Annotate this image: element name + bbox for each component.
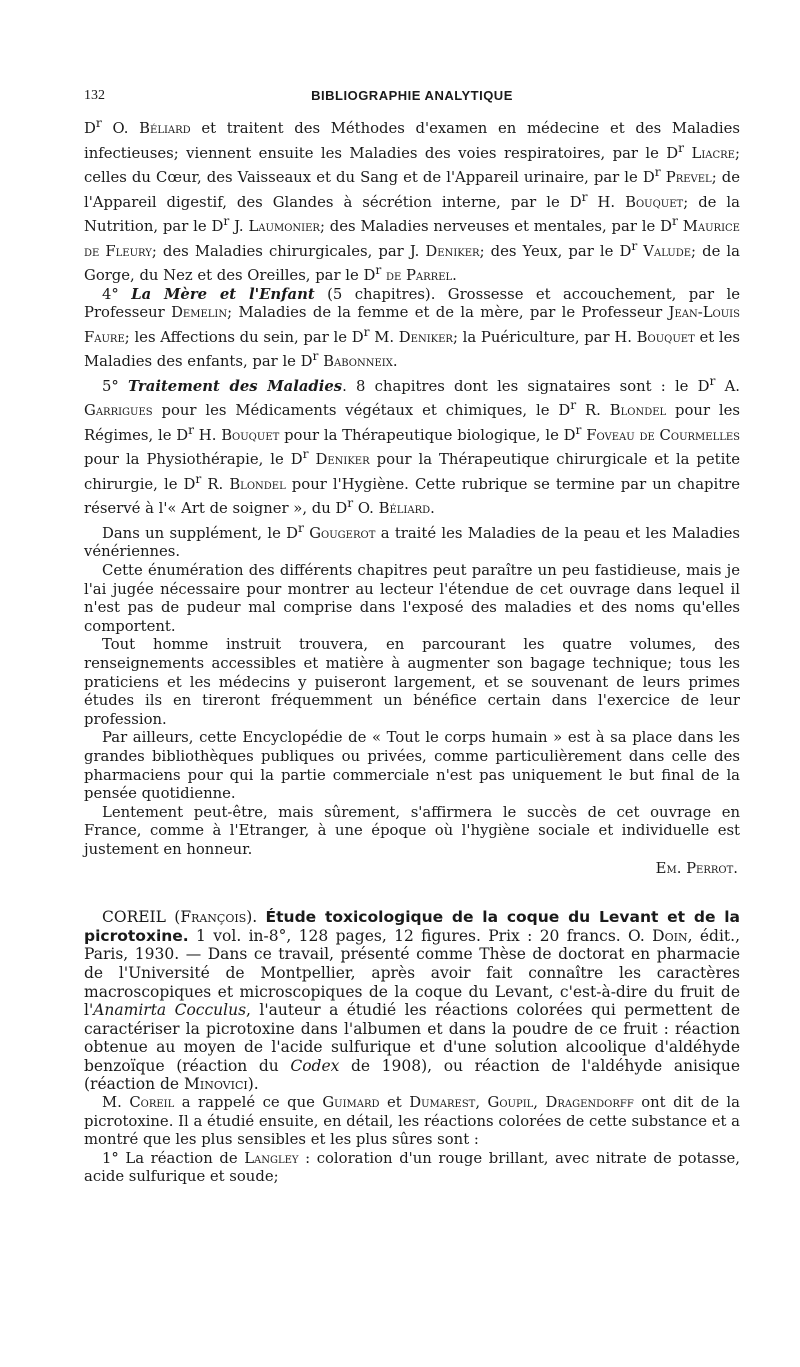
paragraph: Dans un supplément, le $D^r$ Gougerot a traité les Maladies de la peau et les Maladies vénériennes.: [84, 520, 740, 561]
review-continuation: [84, 114, 740, 878]
running-header: [84, 88, 740, 114]
paragraph: $D^r$ O. Béliard et traitent des Méthodes d'examen en médecine et des Maladies infectieuses; viennent ensuite les Maladies des voies respiratoires, par le $D^r$ Liacre; celles du Cœur, des Vaisseaux et du Sang et de l'Appareil urinaire, par le $D^r$ Prevel; de l'Appareil digestif, des Glandes à sécrétion interne, par le $D^r$ H. Bouquet; de la Nutrition, par le $D^r$ J. Laumonier; des Maladies nerveuses et mentales, par le $D^r$ Maurice de Fleury; des Maladies chirurgicales, par J. Deniker; des Yeux, par le $D^r$ Valude; de la Gorge, du Nez et des Oreilles, par le $D^r$ de Parrel.: [84, 116, 740, 285]
paragraph: 4° La Mère et l'Enfant (5 chapitres). Grossesse et accouchement, par le Professeur Demelin; Maladies de la femme et de la mère, par le Professeur Jean-Louis Faure; les Affections du sein, par le $D^r$ M. Deniker; la Puériculture, par H. Bouquet et les Maladies des enfants, par le $D^r$ Babonneix.: [84, 285, 741, 371]
paragraph-text: Lentement peut-être, mais sûrement, s'affirmera le succès de cet ouvrage en France, comme à l'Etranger, à une époque où l'hygiène sociale et individuelle est justement en honneur.: [84, 803, 740, 858]
paragraph: 5° Traitement des Maladies. 8 chapitres dont les signataires sont : le $D^r$ A. Garrigues pour les Médicaments végétaux et chimiques, le $D^r$ R. Blondel pour les Régimes, le $D^r$ H. Bouquet pour la Thérapeutique biologique, le $D^r$ Foveau de Courmelles pour la Physiothérapie, le $D^r$ Deniker pour la Thérapeutique chirurgicale et la petite chirurgie, le $D^r$ R. Blondel pour l'Hygiène. Cette rubrique se termine par un chapitre réservé à l'« Art de soigner », du $D^r$ O. Béliard.: [84, 373, 741, 518]
paragraph-final: [84, 804, 740, 860]
paragraph: 1° La réaction de Langley : coloration d'un rouge brillant, avec nitrate de potasse, acide sulfurique et soude;: [84, 1149, 741, 1186]
paragraph: Tout homme instruit trouvera, en parcourant les quatre volumes, des renseignements accessibles et matière à augmenter son bagage technique; tous les praticiens et les médecins y puiseront largement, et se souvenant de leurs primes études ils en tireront fréquemment un bénéfice certain dans l'exercice de leur profession.: [84, 636, 740, 728]
signature-line: [84, 860, 740, 879]
reviewer-signature: Em. Perrot.: [655, 859, 738, 877]
paragraph: M. Coreil a rappelé ce que Guimard et Dumarest, Goupil, Dragendorff ont dit de la picrotoxine. Il a étudié ensuite, en détail, les réactions colorées de cette substance et a montré que les plus sensibles et les plus sûres sont :: [84, 1094, 740, 1149]
review-entry-coreil: [84, 908, 740, 1187]
page-number: 132: [84, 88, 105, 103]
running-title: BIBLIOGRAPHIE ANALYTIQUE: [311, 88, 513, 103]
page: [84, 88, 740, 1187]
entry-heading: COREIL (François). Étude toxicologique de la coque du Levant et de la picrotoxine. 1 vol. in-8°, 128 pages, 12 figures. Prix : 20 francs. O. Doin, édit., Paris, 1930. — Dans ce travail, présenté comme Thèse de doctorat en pharmacie de l'Université de Montpellier, après avoir fait connaître les caractères macroscopiques et microscopiques de la coque du Levant, c'est-à-dire du fruit de l'Anamirta Cocculus, l'auteur a étudié les réactions colorées qui permettent de caractériser la picrotoxine dans l'albumen et dans la poudre de ce fruit : réaction obtenue au moyen de l'acide sulfurique et d'une solution alcoolique d'aldéhyde benzoïque (réaction du Codex de 1908), ou réaction de l'aldéhyde anisique (réaction de Minovici).: [84, 908, 741, 1094]
paragraph: Par ailleurs, cette Encyclopédie de « Tout le corps humain » est à sa place dans les grandes bibliothèques publiques ou privées, comme particulièrement dans celle des pharmaciens pour qui la partie commerciale n'est pas uniquement le but final de la pensée quotidienne.: [84, 729, 740, 803]
paragraph: Cette énumération des différents chapitres peut paraître un peu fastidieuse, mais je l'ai jugée nécessaire pour montrer au lecteur l'étendue de cet ouvrage dans lequel il n'est pas de pudeur mal comprise dans l'exposé des maladies et des noms qu'elles comportent.: [84, 562, 740, 635]
